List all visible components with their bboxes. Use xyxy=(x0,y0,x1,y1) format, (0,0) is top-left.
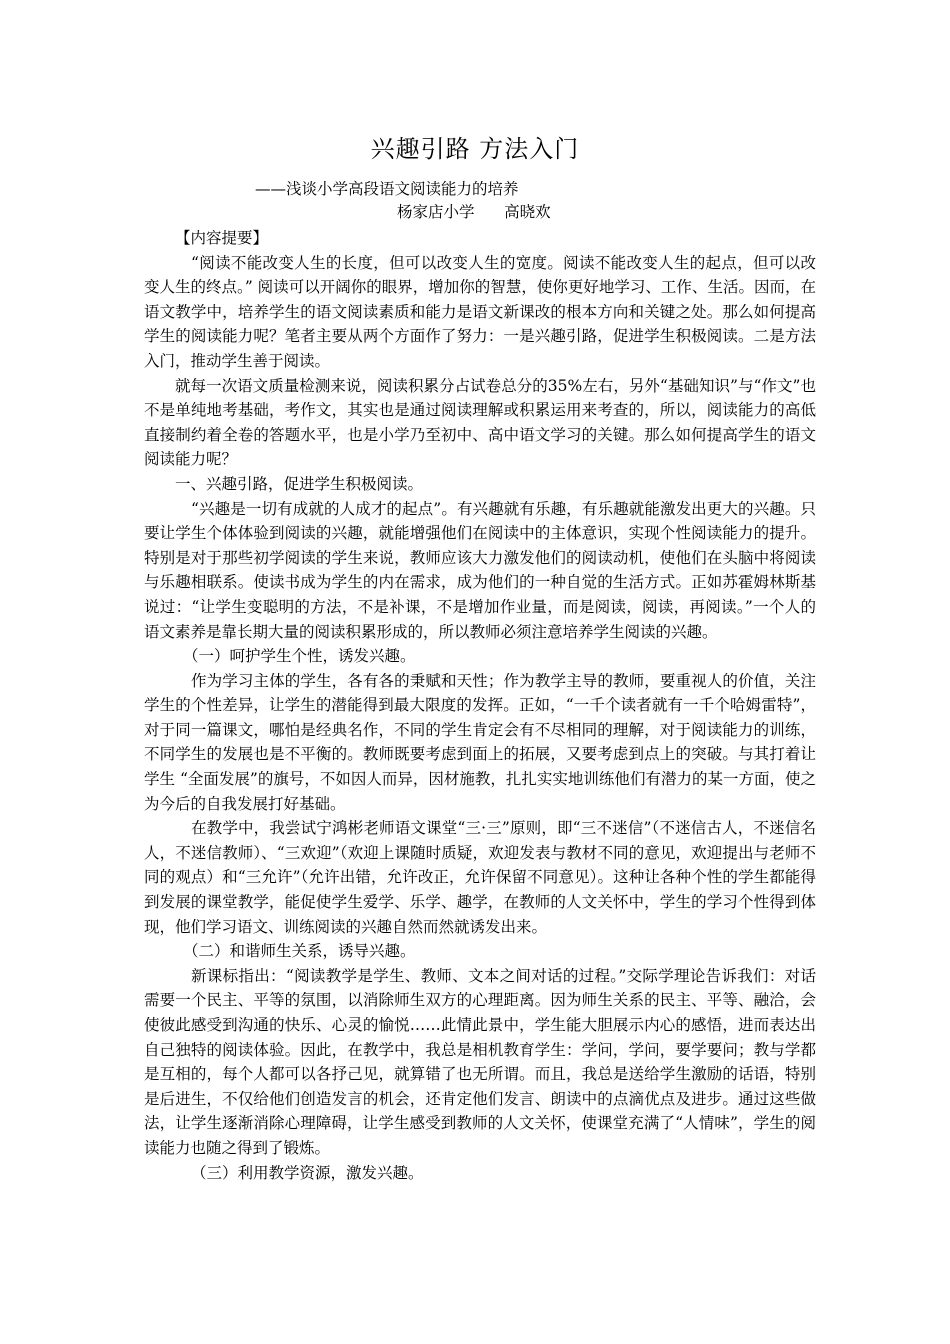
paragraph: 新课标指出：“阅读教学是学生、教师、文本之间对话的过程。”交际学理论告诉我们：对话需要一个民主、平等的氛围，以消除师生双方的心理距离。因为师生关系的民主、平等、融洽，会使彼此感受到沟通的快乐、心灵的愉悦……此情此景中，学生能大胆展示内心的感悟，进而表达出自己独特的阅读体验。因此，在教学中，我总是相机教育学生：学问，学问，要学要问；教与学都是互相的，每个人都可以各抒己见，就算错了也无所谓。而且，我总是送给学生激励的话语，特别是后进生，不仅给他们创造发言的机会，还肯定他们发言、朗读中的点滴优点及进步。通过这些做法，让学生逐渐消除心理障碍，让学生感受到教师的人文关怀，使课堂充满了“人情味”，学生的阅读能力也随之得到了锻炼。 xyxy=(144,966,816,1157)
paragraph: 作为学习主体的学生，各有各的秉赋和天性；作为教学主导的教师，要重视人的价值，关注学生的个性差异，让学生的潜能得到最大限度的发挥。正如，“一千个读者就有一千个哈姆雷特”，对于同一篇课文，哪怕是经典名作，不同的学生肯定会有不尽相同的理解，对于阅读能力的训练，不同学生的发展也是不平衡的。教师既要考虑到面上的拓展，又要考虑到点上的突破。与其打着让学生 “全面发展”的旗号，不如因人而异，因材施教，扎扎实实地训练他们有潜力的某一方面，使之为今后的自我发展打好基础。 xyxy=(144,671,816,813)
subsection-heading: （一）呵护学生个性，诱发兴趣。 xyxy=(183,647,416,666)
document-body xyxy=(144,226,816,1185)
paragraph: “阅读不能改变人生的长度，但可以改变人生的宽度。阅读不能改变人生的起点，但可以改变人生的终点。” 阅读可以开阔你的眼界，增加你的智慧，使你更好地学习、工作、生活。因而，在语文教学中，培养学生的语文阅读素质和能力是语文新课改的根本方向和关键之处。那么如何提高学生的阅读能力呢？笔者主要从两个方面作了努力：一是兴趣引路，促进学生积极阅读。二是方法入门，推动学生善于阅读。 xyxy=(144,253,816,370)
document-title: 兴趣引路 方法入门 xyxy=(370,135,580,163)
subsection-heading: （三）利用教学资源，激发兴趣。 xyxy=(191,1163,424,1182)
author-name: 高晓欢 xyxy=(504,203,551,221)
section-heading: 一、兴趣引路，促进学生积极阅读。 xyxy=(175,474,424,493)
summary-heading: 【内容提要】 xyxy=(175,229,269,247)
author-school: 杨家店小学 xyxy=(397,203,475,221)
document-subtitle: ——浅谈小学高段语文阅读能力的培养 xyxy=(255,180,519,198)
paragraph: “兴趣是一切有成就的人成才的起点”。有兴趣就有乐趣，有乐趣就能激发出更大的兴趣。只要让学生个体体验到阅读的兴趣，就能增强他们在阅读中的主体意识，实现个性阅读能力的提升。特别是对于那些初学阅读的学生来说，教师应该大力激发他们的阅读动机，使他们在头脑中将阅读与乐趣相联系。使读书成为学生的内在需求，成为他们的一种自觉的生活方式。正如苏霍姆林斯基说过：“让学生变聪明的方法，不是补课，不是增加作业量，而是阅读，阅读，再阅读。”一个人的语文素养是靠长期大量的阅读积累形成的，所以教师必须注意培养学生阅读的兴趣。 xyxy=(144,499,816,641)
author-line xyxy=(397,201,551,223)
paragraph: 就每一次语文质量检测来说，阅读积累分占试卷总分的35%左右，另外“基础知识”与“作文”也不是单纯地考基础，考作文，其实也是通过阅读理解或积累运用来考查的，所以，阅读能力的高低直接制约着全卷的答题水平，也是小学乃至初中、高中语文学习的关键。那么如何提高学生的语文阅读能力呢？ xyxy=(144,376,816,469)
paragraph: 在教学中，我尝试宁鸿彬老师语文课堂“三·三”原则，即“三不迷信”（不迷信古人，不迷信名人，不迷信教师）、“三欢迎”（欢迎上课随时质疑，欢迎发表与教材不同的意见，欢迎提出与老师不同的观点）和“三允许”（允许出错，允许改正，允许保留不同意见）。这种让各种个性的学生都能得到发展的课堂教学，能促使学生爱学、乐学、趣学，在教师的人文关怀中，学生的学习个性得到体现，他们学习语文、训练阅读的兴趣自然而然就诱发出来。 xyxy=(144,819,816,936)
subsection-heading: （二）和谐师生关系，诱导兴趣。 xyxy=(183,942,416,961)
